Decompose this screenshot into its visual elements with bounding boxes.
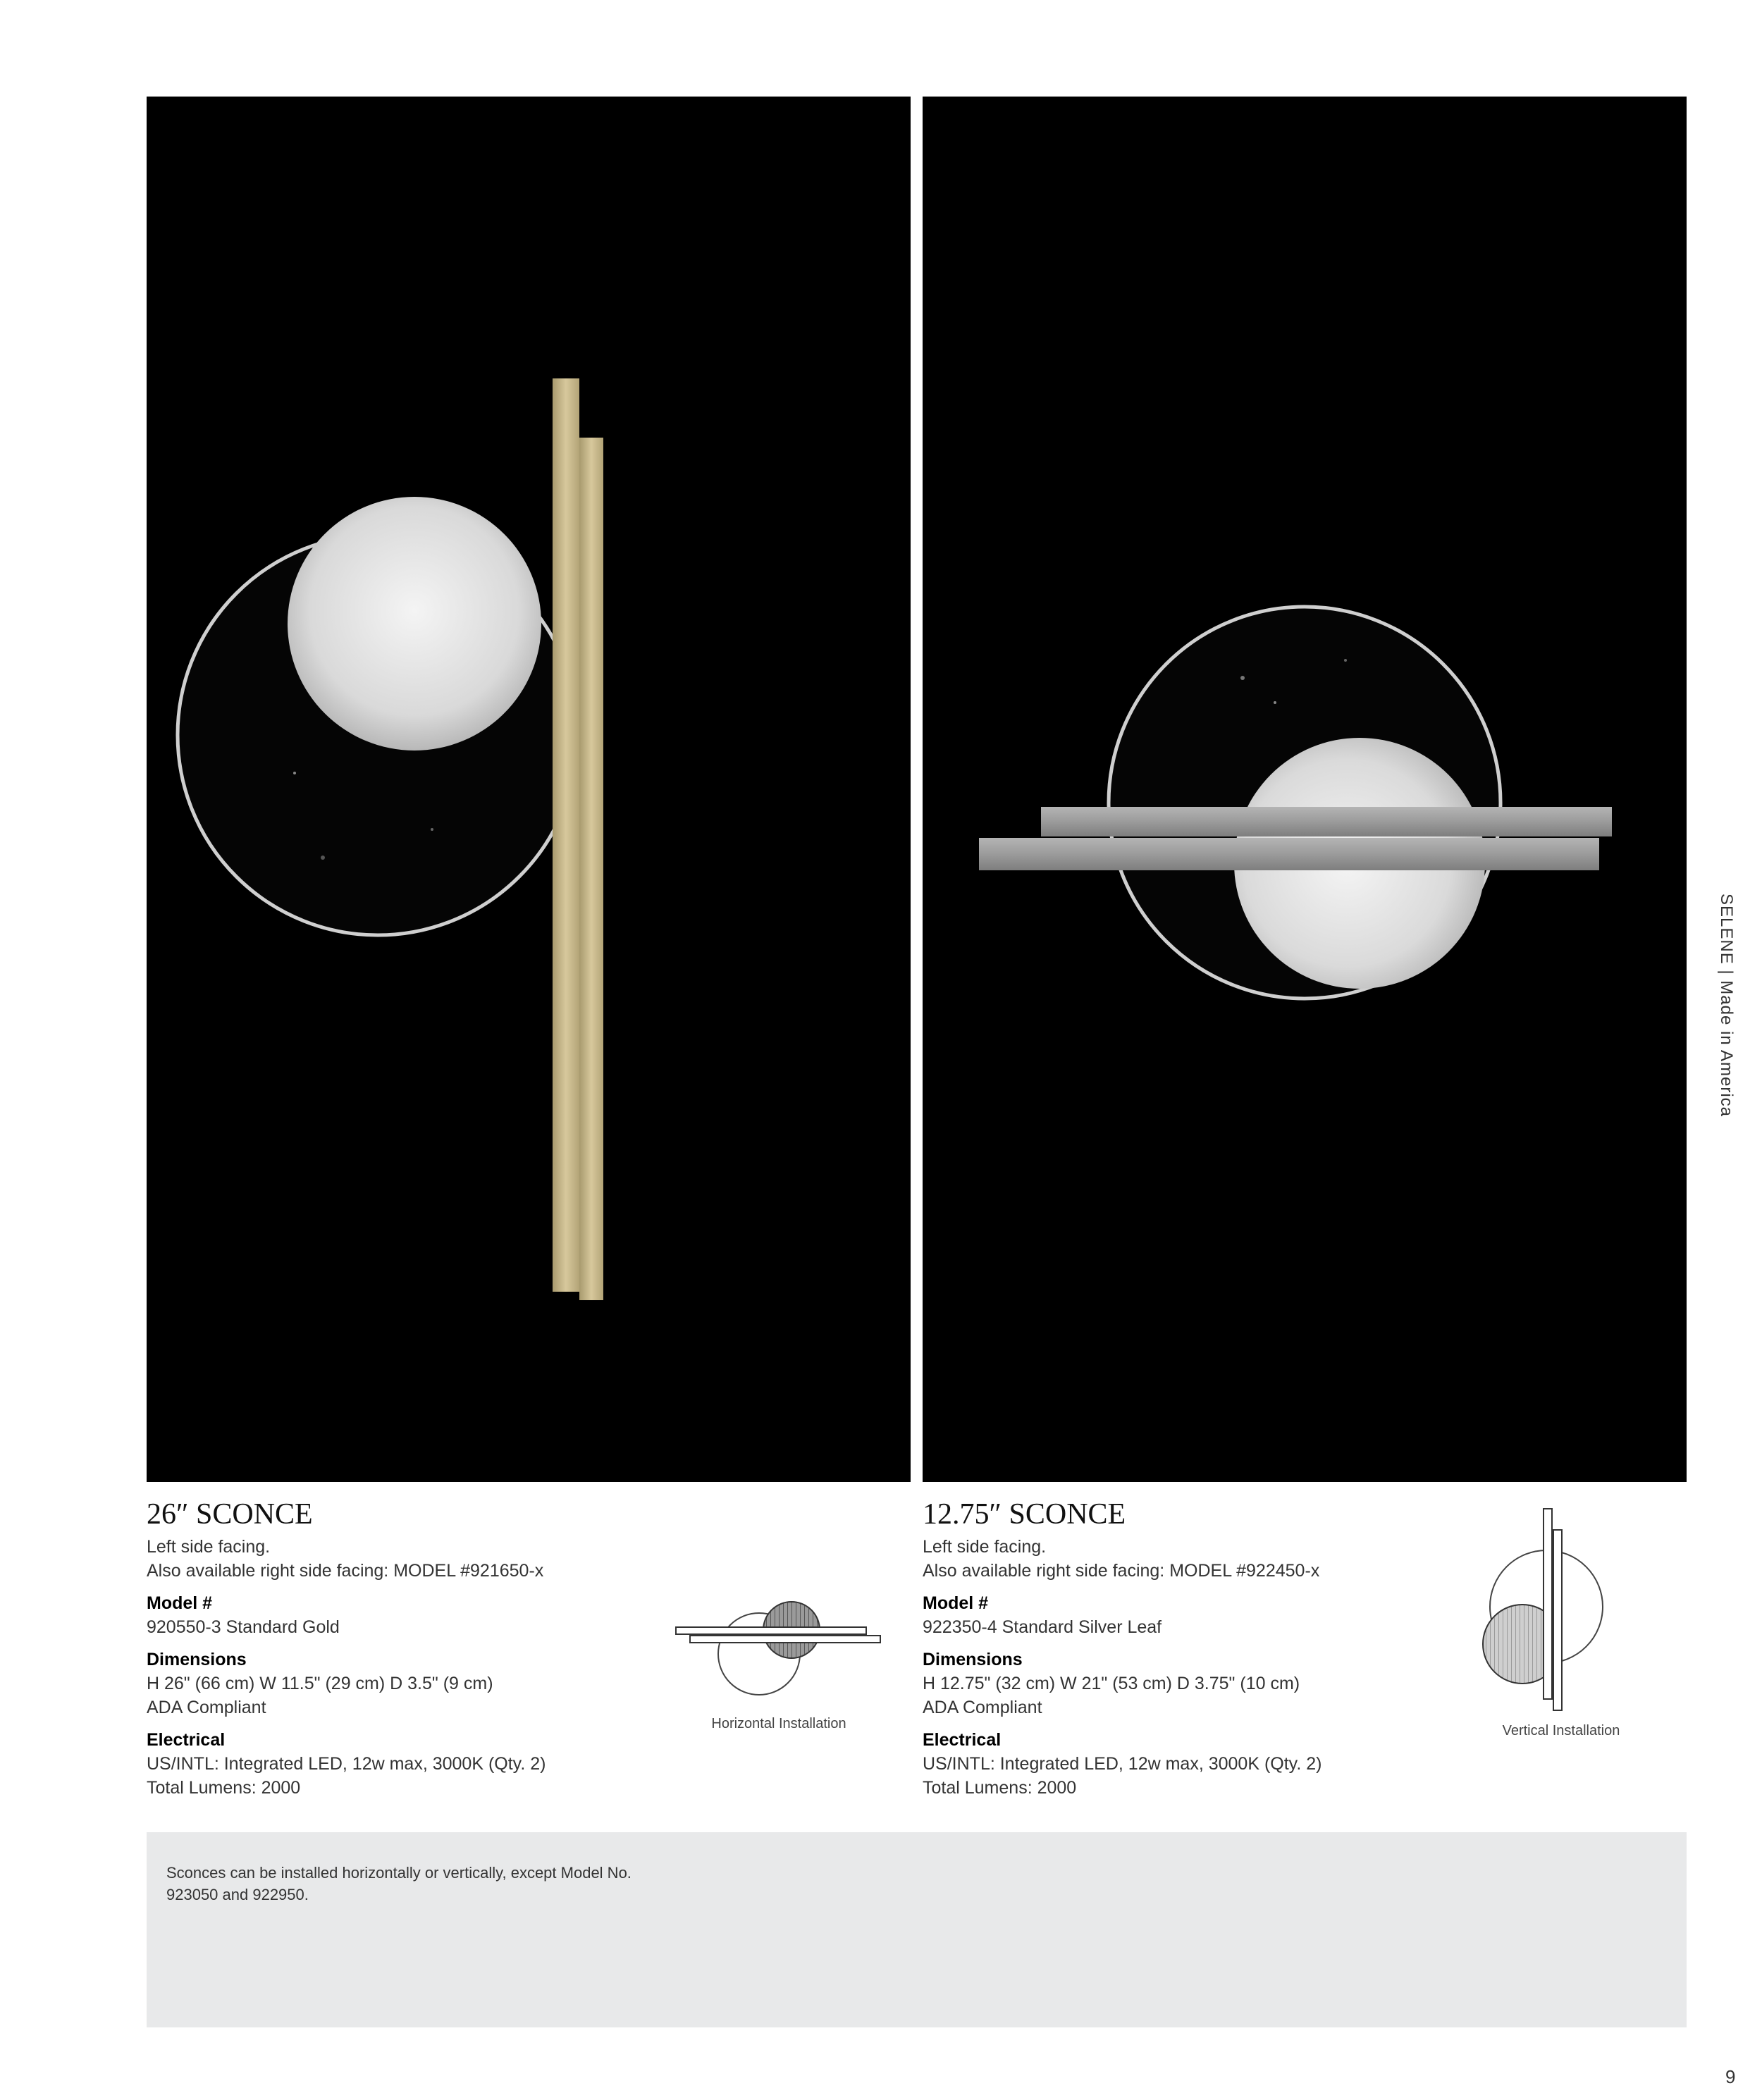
model-heading: Model #: [147, 1593, 213, 1613]
ada-text: ADA Compliant: [923, 1698, 1042, 1717]
dimensions-heading: Dimensions: [147, 1650, 247, 1669]
sconce-vertical-gold-image: [147, 97, 911, 1482]
horizontal-caption: Horizontal Installation: [711, 1716, 846, 1731]
horizontal-sconce-outline-icon: [673, 1596, 885, 1709]
collection-side-tab: [1717, 894, 1746, 1133]
product-photo-26-sconce: [147, 97, 911, 1482]
vertical-sconce-outline-icon: [1473, 1505, 1649, 1716]
model-heading: Model #: [923, 1593, 989, 1613]
horizontal-installation-diagram: [673, 1596, 885, 1732]
spec-12-75-sconce: [923, 1497, 1458, 1800]
lumens-value: Total Lumens: 2000: [147, 1778, 301, 1798]
product-title: 26″ SCONCE: [147, 1498, 313, 1531]
dimensions-value: H 26" (66 cm) W 11.5" (29 cm) D 3.5" (9 cm): [147, 1674, 493, 1693]
spec-26-sconce: [147, 1497, 682, 1800]
model-value: 920550-3 Standard Gold: [147, 1617, 340, 1637]
page-number: 9: [1725, 2066, 1736, 2087]
vertical-caption: Vertical Installation: [1502, 1723, 1620, 1738]
electrical-heading: Electrical: [923, 1730, 1002, 1750]
facing-text: Left side facing.: [147, 1537, 271, 1557]
vertical-installation-diagram: [1473, 1505, 1649, 1739]
dimensions-heading: Dimensions: [923, 1650, 1023, 1669]
facing-text: Left side facing.: [923, 1537, 1047, 1557]
electrical-value: US/INTL: Integrated LED, 12w max, 3000K (Qty. 2): [923, 1754, 1322, 1774]
product-title: 12.75″ SCONCE: [923, 1498, 1126, 1531]
side-tab-text: SELENE | Made in America: [1717, 894, 1736, 1118]
model-value: 922350-4 Standard Silver Leaf: [923, 1617, 1162, 1637]
alt-facing-text: Also available right side facing: MODEL #921650-x: [147, 1561, 544, 1581]
lumens-value: Total Lumens: 2000: [923, 1778, 1077, 1798]
installation-note-box: [147, 1832, 1687, 2027]
sconce-horizontal-silver-image: [923, 97, 1687, 1482]
installation-note: Sconces can be installed horizontally or vertically, except Model No. 923050 and 922950.: [166, 1864, 632, 1903]
electrical-heading: Electrical: [147, 1730, 226, 1750]
product-photo-12-75-sconce: [923, 97, 1687, 1482]
electrical-value: US/INTL: Integrated LED, 12w max, 3000K (Qty. 2): [147, 1754, 546, 1774]
ada-text: ADA Compliant: [147, 1698, 266, 1717]
alt-facing-text: Also available right side facing: MODEL #922450-x: [923, 1561, 1320, 1581]
dimensions-value: H 12.75" (32 cm) W 21" (53 cm) D 3.75" (10 cm): [923, 1674, 1300, 1693]
